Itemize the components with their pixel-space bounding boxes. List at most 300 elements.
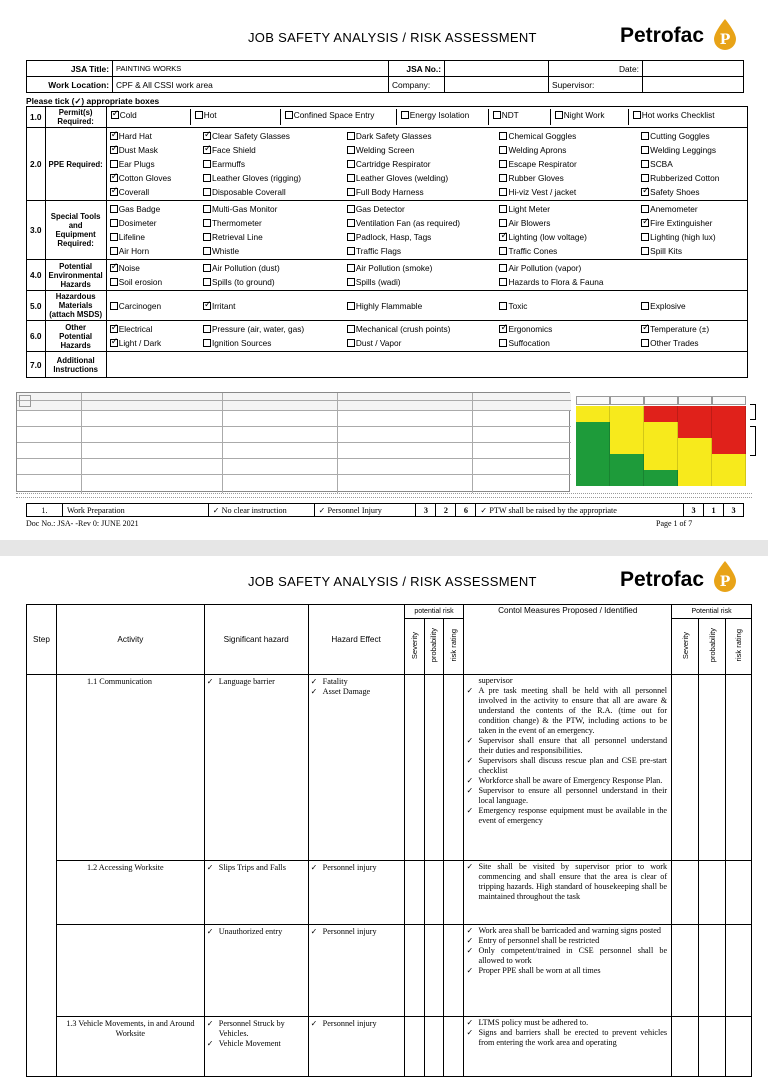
unchecked-box-icon[interactable] (347, 339, 355, 347)
checked-box-icon[interactable] (203, 146, 211, 154)
unchecked-box-icon[interactable] (347, 160, 355, 168)
checkbox-option[interactable] (110, 159, 155, 169)
checkbox-label: Coverall (118, 187, 150, 197)
checkbox-option[interactable] (499, 263, 581, 273)
unchecked-box-icon[interactable] (347, 278, 355, 286)
checkbox-label: SCBA (650, 159, 673, 169)
permit-option-cell (107, 109, 191, 125)
checklist-column (638, 291, 747, 321)
col-header-risk-rating: risk rating (733, 629, 743, 662)
checkbox-option[interactable] (499, 232, 586, 242)
heat-map-cell (576, 406, 610, 422)
unchecked-box-icon[interactable] (641, 160, 649, 168)
checkbox-option[interactable] (347, 173, 448, 183)
checked-box-icon[interactable] (110, 339, 118, 347)
checkbox-option[interactable] (555, 110, 605, 120)
effect-cell (308, 1017, 404, 1077)
checkbox-label: Confined Space Entry (293, 110, 375, 120)
checkbox-label: Earmuffs (211, 159, 245, 169)
unchecked-box-icon[interactable] (347, 264, 355, 272)
checkbox-label: Welding Aprons (508, 145, 567, 155)
checkbox-option[interactable] (347, 263, 433, 273)
checked-box-icon[interactable] (110, 264, 118, 272)
checkbox-option[interactable] (499, 159, 576, 169)
checked-box-icon[interactable] (499, 325, 507, 333)
checklist-column (496, 260, 638, 291)
jsa-info-table (26, 60, 744, 93)
checkbox-label: Gas Detector (355, 204, 405, 214)
probability-cell: 1 (704, 504, 724, 517)
list-item: ✓ A pre task meeting shall be held with all personnel involved in the activity to ensure that all are aware & understand the contents of the R.A. (time out for condition change) & the PTW, including actions to be taken in the event of an emergency. (464, 686, 667, 736)
list-item: ✓ Language barrier (205, 677, 304, 687)
checked-box-icon[interactable] (110, 188, 118, 196)
checked-box-icon[interactable] (499, 233, 507, 241)
checked-box-icon[interactable] (641, 219, 649, 227)
unchecked-box-icon[interactable] (110, 205, 118, 213)
checkbox-label: Cutting Goggles (650, 131, 710, 141)
unchecked-box-icon[interactable] (641, 146, 649, 154)
list-item: ✓ Entry of personnel shall be restricted (464, 936, 667, 946)
unchecked-box-icon[interactable] (499, 339, 507, 347)
checkbox-option[interactable] (203, 187, 286, 197)
unchecked-box-icon[interactable] (110, 302, 118, 310)
heat-map-cell (610, 438, 644, 454)
summary-risk-row (26, 503, 744, 517)
checklist-column (200, 128, 344, 201)
unchecked-box-icon[interactable] (110, 219, 118, 227)
unchecked-box-icon[interactable] (110, 160, 118, 168)
checkbox-label: Air Horn (118, 246, 150, 256)
heat-map-cell (610, 454, 644, 470)
work-location-value[interactable]: CPF & All CSSI work area (113, 77, 389, 93)
heat-map-cell (712, 454, 746, 470)
risk-score-cell (444, 925, 464, 1017)
checkbox-label: Gas Badge (118, 204, 161, 214)
checkbox-option[interactable] (641, 218, 712, 228)
checkbox-option[interactable] (641, 159, 673, 169)
list-item: ✓ Site shall be visited by supervisor prior to work commencing and shall ensure that the area is clear of tripping hazards. High standard of housekeeping shall be maintained throughout the task (464, 862, 667, 902)
checkbox-label: Anemometer (650, 204, 698, 214)
checkbox-option[interactable] (499, 204, 550, 214)
unchecked-box-icon[interactable] (499, 278, 507, 286)
heat-map-header-cell (576, 396, 610, 405)
checklist-column (106, 201, 200, 260)
checkbox-label: Pressure (air, water, gas) (211, 324, 305, 334)
hazard-cell (204, 675, 308, 861)
checkbox-option[interactable] (111, 110, 137, 120)
unchecked-box-icon[interactable] (499, 146, 507, 154)
checkbox-option[interactable] (641, 301, 686, 311)
checkbox-label: Lighting (low voltage) (508, 232, 587, 242)
heat-map-cell (644, 454, 678, 470)
checkbox-option[interactable] (347, 187, 424, 197)
checked-box-icon[interactable] (203, 132, 211, 140)
checkbox-label: Leather Gloves (rigging) (211, 173, 301, 183)
unchecked-box-icon[interactable] (203, 233, 211, 241)
residual-risk-cell (725, 1017, 751, 1077)
unchecked-box-icon[interactable] (641, 339, 649, 347)
risk-score-cell (424, 675, 444, 861)
risk-score-cell (444, 675, 464, 861)
list-item: ✓ Personnel Struck by Vehicles. (205, 1019, 304, 1039)
heat-map-cell (678, 454, 712, 470)
residual-risk-cell (699, 1017, 726, 1077)
checklist-column (638, 321, 747, 352)
unchecked-box-icon[interactable] (641, 247, 649, 255)
unchecked-box-icon[interactable] (347, 219, 355, 227)
checkbox-option[interactable] (110, 301, 161, 311)
heat-map-cell (712, 438, 746, 454)
section-label: Potential Environmental Hazards (45, 260, 106, 291)
checkbox-label: Carcinogen (118, 300, 162, 311)
checkbox-option[interactable] (203, 246, 239, 256)
heat-map-cell (576, 454, 610, 470)
jsa-no-value[interactable] (445, 61, 549, 77)
table-row (27, 861, 752, 925)
checked-box-icon[interactable] (641, 325, 649, 333)
section-label: PPE Required: (45, 128, 106, 201)
jsa-title-value[interactable]: PAINTING WORKS (113, 61, 389, 77)
unchecked-box-icon[interactable] (641, 205, 649, 213)
risk-score-cell (424, 861, 444, 925)
date-label: Date: (549, 61, 643, 77)
checkbox-option[interactable] (195, 110, 217, 120)
checkbox-option[interactable] (641, 324, 709, 334)
unchecked-box-icon[interactable] (499, 188, 507, 196)
checkbox-label: Air Blowers (508, 218, 551, 228)
unchecked-box-icon[interactable] (499, 174, 507, 182)
checkbox-label: Lighting (high lux) (650, 232, 716, 242)
section-label: Additional Instructions (45, 352, 106, 378)
checkbox-option[interactable] (110, 145, 158, 155)
unchecked-box-icon[interactable] (641, 174, 649, 182)
unchecked-box-icon[interactable] (203, 174, 211, 182)
unchecked-box-icon[interactable] (110, 233, 118, 241)
checkbox-label: Traffic Flags (355, 246, 402, 256)
checkbox-option[interactable] (499, 187, 576, 197)
checkbox-option[interactable] (203, 145, 256, 155)
supervisor-value[interactable] (643, 77, 744, 93)
checkbox-option[interactable] (499, 324, 552, 334)
risk-heat-map (576, 396, 746, 488)
checkbox-label: Hard Hat (118, 131, 152, 141)
checklist-section-row (27, 260, 748, 291)
unchecked-box-icon[interactable] (499, 132, 507, 140)
company-value[interactable] (445, 77, 549, 93)
page-separator (0, 540, 768, 556)
unchecked-box-icon[interactable] (203, 264, 211, 272)
checkbox-option[interactable] (493, 110, 519, 120)
checkbox-label: Spills (wadi) (355, 277, 401, 287)
checkbox-label: Whistle (211, 246, 240, 256)
checkbox-option[interactable] (347, 218, 460, 228)
checkbox-option[interactable] (203, 173, 301, 183)
unchecked-box-icon[interactable] (641, 233, 649, 241)
hazard-cell (204, 1017, 308, 1077)
checkbox-label: Night Work (563, 110, 605, 120)
col-header-probability: probability (429, 628, 439, 663)
permit-option-cell (489, 109, 551, 125)
section-number: 3.0 (27, 201, 46, 260)
activity-cell (56, 675, 204, 861)
checkbox-option[interactable] (641, 173, 719, 183)
checkbox-option[interactable] (110, 187, 149, 197)
checkbox-option[interactable] (347, 324, 451, 334)
checkbox-option[interactable] (499, 246, 557, 256)
unchecked-box-icon[interactable] (499, 219, 507, 227)
checkbox-label: Ventilation Fan (as required) (355, 218, 461, 228)
unchecked-box-icon[interactable] (203, 325, 211, 333)
unchecked-box-icon[interactable] (203, 160, 211, 168)
checkbox-label: Full Body Harness (355, 187, 424, 197)
checkbox-option[interactable] (347, 204, 405, 214)
unchecked-box-icon[interactable] (347, 325, 355, 333)
unchecked-box-icon[interactable] (203, 188, 211, 196)
checkbox-option[interactable] (499, 277, 603, 287)
section-number: 1.0 (27, 107, 46, 128)
checklist-column (344, 291, 497, 321)
checkbox-option[interactable] (347, 301, 422, 311)
checkbox-option[interactable] (110, 277, 162, 287)
checkbox-option[interactable] (347, 277, 401, 287)
heat-map-header-cell (644, 396, 678, 405)
unchecked-box-icon[interactable] (499, 160, 507, 168)
jsa-activity-table (26, 604, 752, 1077)
checkbox-option[interactable] (347, 131, 432, 141)
activity-cell (56, 861, 204, 925)
list-item: ✓ Only competent/trained in CSE personnel shall be allowed to work (464, 946, 667, 966)
checkbox-label: Other Trades (650, 338, 699, 348)
page-number: Page 1 of 7 (656, 519, 693, 528)
unchecked-box-icon[interactable] (347, 302, 355, 310)
unchecked-box-icon[interactable] (110, 278, 118, 286)
unchecked-box-icon[interactable] (499, 264, 507, 272)
checked-box-icon[interactable] (110, 146, 118, 154)
checklist-column (344, 260, 497, 291)
document-title: JOB SAFETY ANALYSIS / RISK ASSESSMENT (248, 30, 537, 45)
checkbox-option[interactable] (641, 338, 698, 348)
checked-box-icon[interactable] (111, 111, 119, 119)
checkbox-label: Soil erosion (118, 277, 163, 287)
checkbox-option[interactable] (110, 173, 172, 183)
checkbox-option[interactable] (499, 338, 549, 348)
checkbox-option[interactable] (641, 131, 710, 141)
checkbox-option[interactable] (110, 263, 140, 273)
activity-text: 1.2 Accessing Worksite (86, 863, 164, 872)
checkbox-label: Rubber Gloves (508, 173, 564, 183)
date-value[interactable] (643, 61, 744, 77)
unchecked-box-icon[interactable] (499, 205, 507, 213)
unchecked-box-icon[interactable] (555, 111, 563, 119)
checkbox-option[interactable] (203, 159, 245, 169)
step-number: 1. (27, 504, 63, 517)
checkbox-option[interactable] (347, 232, 431, 242)
checklist-column (200, 291, 344, 321)
checklist-column (638, 128, 747, 201)
checkbox-option[interactable] (347, 246, 401, 256)
checkbox-label: Spills (to ground) (211, 277, 275, 287)
checked-box-icon[interactable] (110, 325, 118, 333)
unchecked-box-icon[interactable] (347, 247, 355, 255)
unchecked-box-icon[interactable] (499, 247, 507, 255)
checkbox-label: Mechanical (crush points) (355, 324, 451, 334)
checkbox-option[interactable] (641, 187, 699, 197)
checkbox-option[interactable] (110, 338, 161, 348)
effect-cell (308, 675, 404, 861)
checkbox-label: Welding Leggings (650, 145, 716, 155)
unchecked-box-icon[interactable] (633, 111, 641, 119)
checkbox-option[interactable] (203, 204, 277, 214)
checkbox-label: Lifeline (118, 232, 145, 242)
unchecked-box-icon[interactable] (203, 339, 211, 347)
checkbox-option[interactable] (110, 246, 149, 256)
section-number: 2.0 (27, 128, 46, 201)
checkbox-option[interactable] (641, 246, 682, 256)
checkbox-label: Light Meter (508, 204, 550, 214)
checkbox-label: Multi-Gas Monitor (211, 204, 278, 214)
checkbox-label: Ergonomics (508, 324, 553, 334)
additional-instructions-field[interactable] (106, 352, 747, 378)
checkbox-option[interactable] (499, 173, 563, 183)
permit-option-cell (629, 109, 747, 125)
checked-box-icon[interactable] (110, 174, 118, 182)
unchecked-box-icon[interactable] (347, 188, 355, 196)
residual-risk-cell (672, 1017, 699, 1077)
checkbox-option[interactable] (285, 110, 375, 120)
heat-map-cell (610, 422, 644, 438)
checkbox-option[interactable] (499, 131, 576, 141)
checklist-column (200, 321, 344, 352)
checkbox-option[interactable] (499, 218, 550, 228)
residual-risk-cell (725, 861, 751, 925)
checkbox-label: Disposable Coverall (211, 187, 286, 197)
severity-cell: 3 (416, 504, 436, 517)
checkbox-option[interactable] (203, 263, 280, 273)
permit-option-cell (281, 109, 397, 125)
checkbox-option[interactable] (347, 145, 414, 155)
checkbox-option[interactable] (641, 145, 716, 155)
checklist-section-row (27, 321, 748, 352)
checkbox-option[interactable] (110, 204, 161, 214)
unchecked-box-icon[interactable] (401, 111, 409, 119)
checkbox-option[interactable] (641, 232, 716, 242)
hazard-cell (204, 861, 308, 925)
checkbox-option[interactable] (401, 110, 470, 120)
list-item: ✓ LTMS policy must be adhered to. (464, 1018, 667, 1028)
residual-risk-cell (672, 675, 699, 861)
checkbox-label: Air Pollution (dust) (211, 263, 280, 273)
residual-risk-cell (672, 861, 699, 925)
checklist-column (106, 321, 200, 352)
checkbox-option[interactable] (499, 301, 527, 311)
jsa-no-label: JSA No.: (389, 61, 445, 77)
checkbox-label: Escape Respirator (508, 159, 577, 169)
unchecked-box-icon[interactable] (203, 205, 211, 213)
unchecked-box-icon[interactable] (110, 247, 118, 255)
unchecked-box-icon[interactable] (285, 111, 293, 119)
page-2 (0, 556, 768, 1048)
list-item: ✓ Unauthorized entry (205, 927, 304, 937)
checkbox-label: NDT (501, 110, 519, 120)
checkbox-option[interactable] (203, 324, 304, 334)
unchecked-box-icon[interactable] (203, 219, 211, 227)
checkbox-option[interactable] (110, 131, 152, 141)
list-item: ✓ Vehicle Movement (205, 1039, 304, 1049)
unchecked-box-icon[interactable] (203, 247, 211, 255)
checkbox-label: Air Pollution (vapor) (508, 263, 582, 273)
checkbox-label: Electrical (118, 324, 153, 334)
unchecked-box-icon[interactable] (347, 205, 355, 213)
work-location-label: Work Location: (27, 77, 113, 93)
checkbox-option[interactable] (347, 338, 402, 348)
checked-box-icon[interactable] (641, 188, 649, 196)
heat-map-cell (678, 470, 712, 486)
permit-options (107, 109, 747, 125)
checkbox-option[interactable] (203, 301, 236, 311)
checkbox-option[interactable] (499, 145, 566, 155)
activity-cell (56, 925, 204, 1017)
heat-map-cell (644, 438, 678, 454)
checked-box-icon[interactable] (203, 302, 211, 310)
checklist-column (200, 201, 344, 260)
unchecked-box-icon[interactable] (203, 278, 211, 286)
checkbox-label: Highly Flammable (355, 300, 423, 311)
checkbox-option[interactable] (110, 232, 145, 242)
checkbox-option[interactable] (347, 159, 431, 169)
col-header-effect: Hazard Effect (308, 605, 404, 675)
unchecked-box-icon[interactable] (499, 302, 507, 310)
checkbox-label: Dark Safety Glasses (355, 131, 432, 141)
checked-box-icon[interactable] (110, 132, 118, 140)
list-item: ✓ Signs and barriers shall be erected to prevent vehicles from entering the work area and operating (464, 1028, 667, 1048)
checkbox-option[interactable] (641, 204, 698, 214)
checkbox-option[interactable] (203, 232, 263, 242)
unchecked-box-icon[interactable] (641, 132, 649, 140)
checklist-column (106, 291, 200, 321)
heat-map-cell (576, 422, 610, 438)
tick-instruction: Please tick (✓) appropriate boxes (26, 96, 160, 106)
unchecked-box-icon[interactable] (347, 146, 355, 154)
checkbox-option[interactable] (110, 218, 157, 228)
checklist-column (200, 260, 344, 291)
checkbox-label: Thermometer (211, 218, 262, 228)
unchecked-box-icon[interactable] (641, 302, 649, 310)
unchecked-box-icon[interactable] (347, 132, 355, 140)
residual-risk-cell (699, 925, 726, 1017)
unchecked-box-icon[interactable] (195, 111, 203, 119)
unchecked-box-icon[interactable] (493, 111, 501, 119)
checkbox-option[interactable] (110, 324, 153, 334)
checklist-column (106, 260, 200, 291)
section-label: Hazardous Materials (attach MSDS) (45, 291, 106, 321)
risk-score-cell (404, 1017, 424, 1077)
checklist-column (638, 201, 747, 260)
heat-map-cell (610, 406, 644, 422)
risk-score-cell (444, 861, 464, 925)
svg-text:P: P (719, 32, 731, 48)
heat-map-cell (678, 422, 712, 438)
checkbox-option[interactable] (203, 131, 290, 141)
checkbox-label: Suffocation (508, 338, 550, 348)
checklist-column (106, 128, 200, 201)
unchecked-box-icon[interactable] (347, 233, 355, 241)
unchecked-box-icon[interactable] (347, 174, 355, 182)
checkbox-option[interactable] (203, 218, 262, 228)
checkbox-option[interactable] (203, 277, 275, 287)
checkbox-option[interactable] (633, 110, 715, 120)
checkbox-option[interactable] (203, 338, 272, 348)
heat-map-cell (678, 406, 712, 422)
